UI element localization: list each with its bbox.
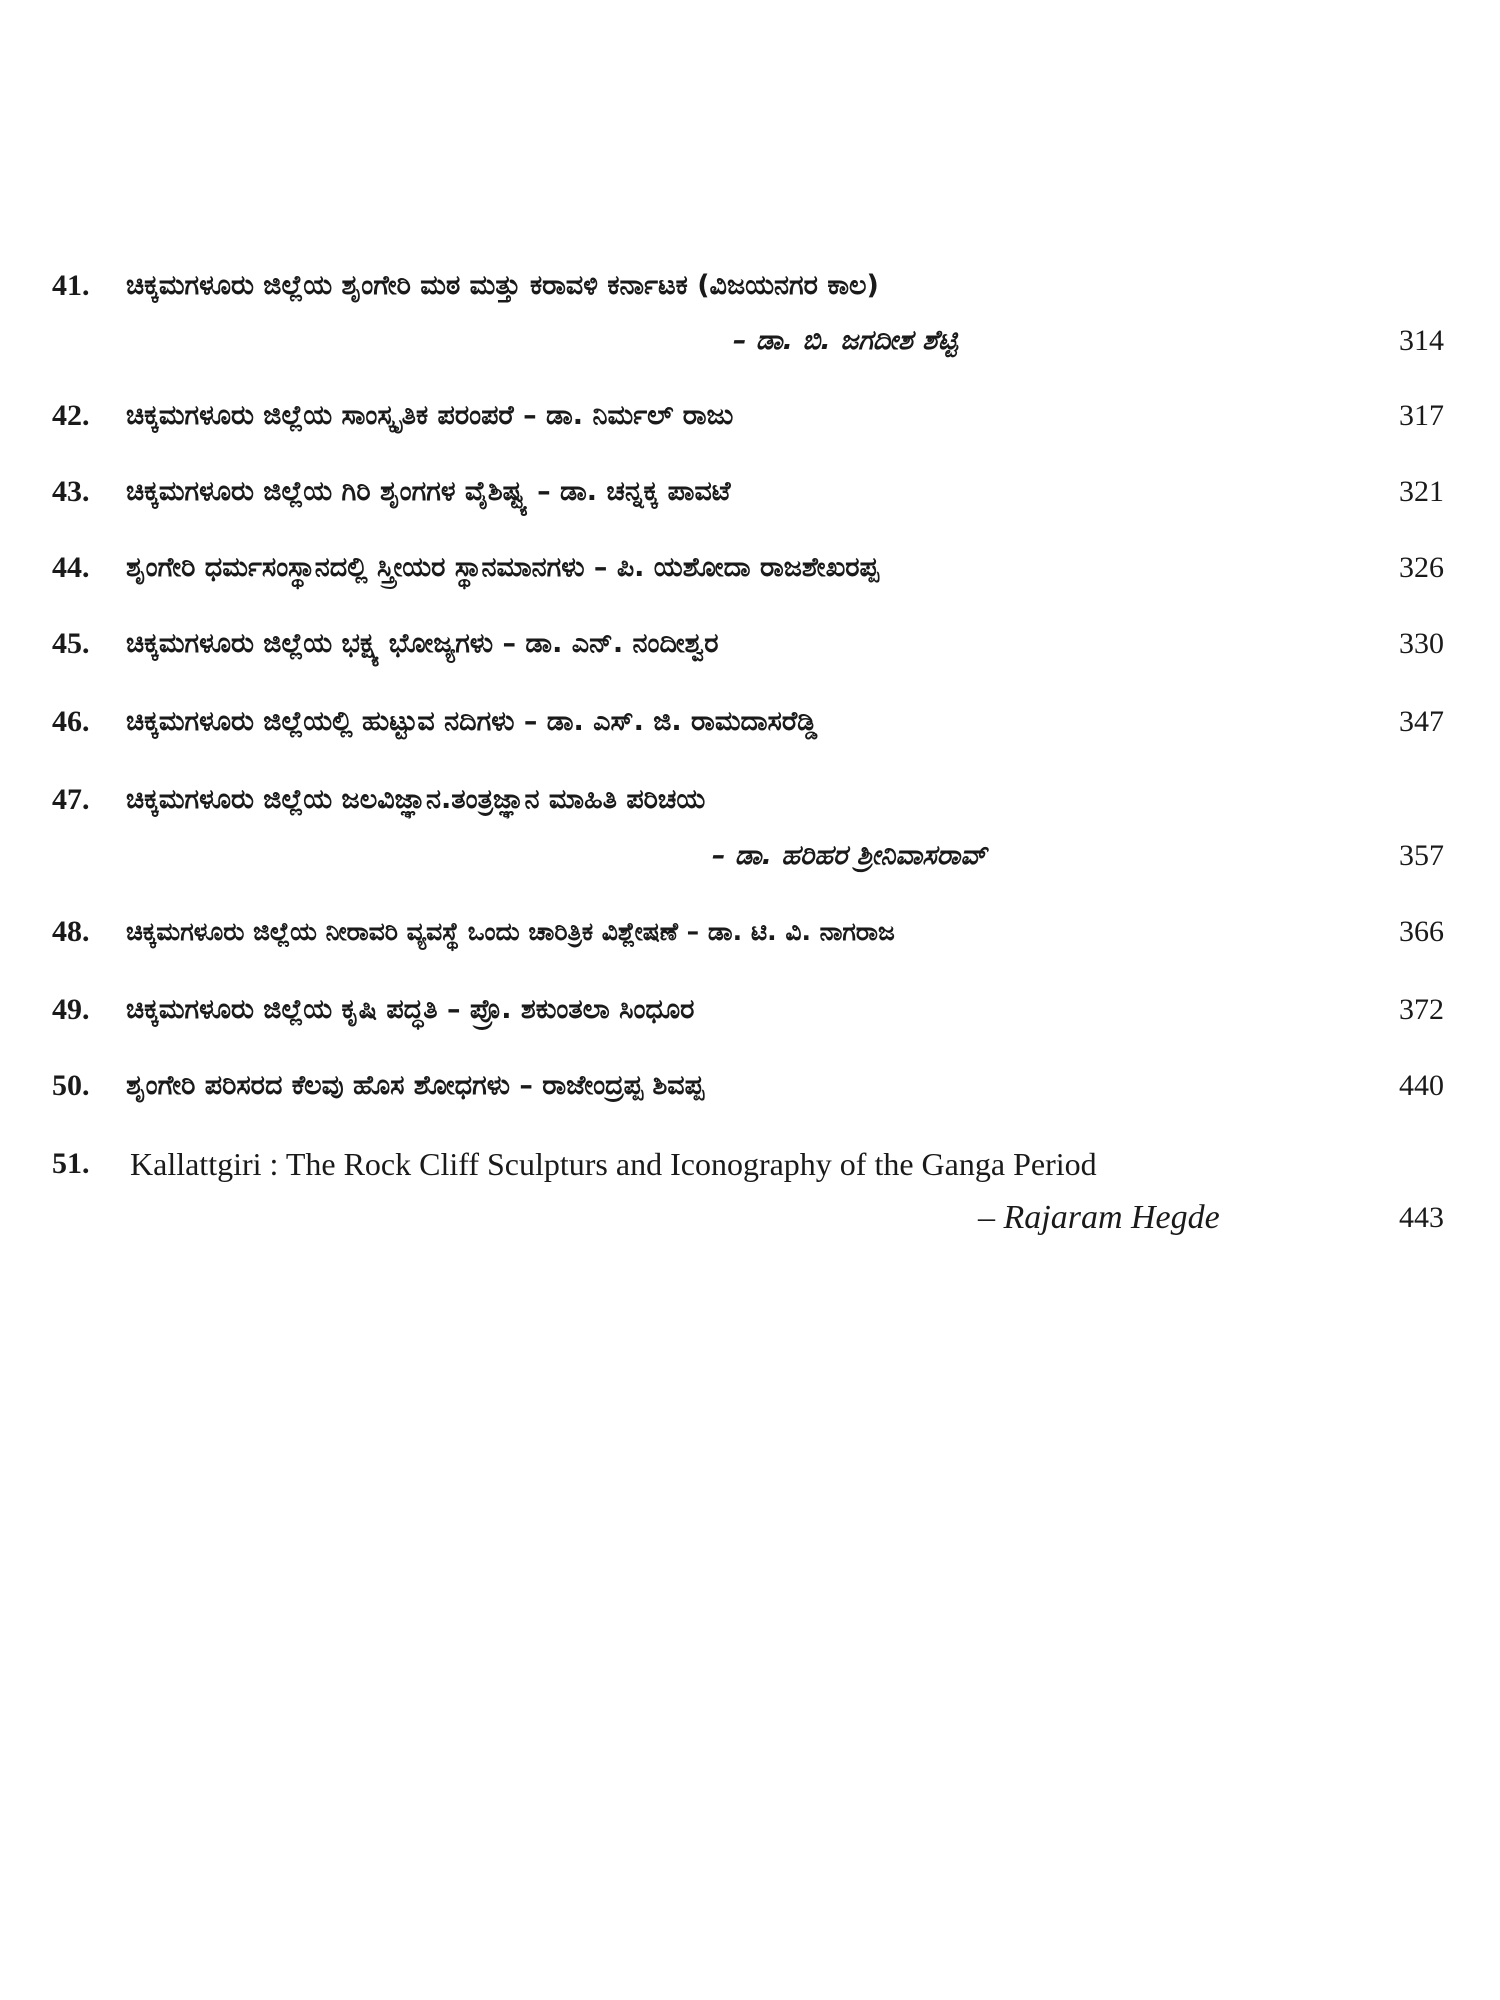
entry-page-number: 321: [1399, 475, 1444, 508]
entry-title: ಶೃಂಗೇರಿ ಧರ್ಮಸಂಸ್ಥಾನದಲ್ಲಿ ಸ್ತ್ರೀಯರ ಸ್ಥಾನಮಾನಗಳು – ಪಿ. ಯಶೋದಾ ರಾಜಶೇಖರಪ್ಪ: [126, 552, 879, 583]
entry-page-number: 347: [1399, 705, 1444, 738]
entry-number: 44.: [52, 551, 90, 584]
entry-title: Kallattgiri : The Rock Cliff Sculpturs and Iconography of the Ganga Period: [130, 1146, 1097, 1182]
entry-page-number: 330: [1399, 627, 1444, 660]
entry-title: ಚಿಕ್ಕಮಗಳೂರು ಜಿಲ್ಲೆಯ ಭಕ್ಷ್ಯ ಭೋಜ್ಯಗಳು – ಡಾ. ಎನ್. ನಂದೀಶ್ವರ: [126, 628, 719, 659]
entry-number: 42.: [52, 399, 90, 432]
entry-title: ಚಿಕ್ಕಮಗಳೂರು ಜಿಲ್ಲೆಯ ಜಲವಿಜ್ಞಾನ.ತಂತ್ರಜ್ಞಾನ ಮಾಹಿತಿ ಪರಿಚಯ: [126, 784, 706, 815]
entry-number: 50.: [52, 1069, 90, 1102]
entry-title: ಶೃಂಗೇರಿ ಪರಿಸರದ ಕೆಲವು ಹೊಸ ಶೋಧಗಳು – ರಾಜೇಂದ್ರಪ್ಪ ಶಿವಪ್ಪ: [126, 1070, 704, 1101]
entry-title: ಚಿಕ್ಕಮಗಳೂರು ಜಿಲ್ಲೆಯ ಸಾಂಸ್ಕೃತಿಕ ಪರಂಪರೆ – ಡಾ. ನಿರ್ಮಲ್ ರಾಜು: [126, 400, 734, 431]
entry-author: – ಡಾ. ಹರಿಹರ ಶ್ರೀನಿವಾಸರಾವ್: [712, 840, 987, 871]
entry-page-number: 366: [1399, 915, 1444, 948]
entry-number: 48.: [52, 915, 90, 948]
entry-number: 49.: [52, 993, 90, 1026]
entry-page-number: 440: [1399, 1069, 1444, 1102]
entry-page-number: 372: [1399, 993, 1444, 1026]
entry-page-number: 317: [1399, 399, 1444, 432]
entry-number: 46.: [52, 705, 90, 738]
entry-title: ಚಿಕ್ಕಮಗಳೂರು ಜಿಲ್ಲೆಯಲ್ಲಿ ಹುಟ್ಟುವ ನದಿಗಳು – ಡಾ. ಎಸ್. ಜಿ. ರಾಮದಾಸರೆಡ್ಡಿ: [126, 706, 818, 737]
entry-title: ಚಿಕ್ಕಮಗಳೂರು ಜಿಲ್ಲೆಯ ಕೃಷಿ ಪದ್ಧತಿ – ಪ್ರೊ. ಶಕುಂತಲಾ ಸಿಂಧೂರ: [126, 994, 695, 1025]
entry-page-number: 326: [1399, 551, 1444, 584]
entry-page-number: 443: [1399, 1201, 1444, 1234]
entry-title: ಚಿಕ್ಕಮಗಳೂರು ಜಿಲ್ಲೆಯ ಶೃಂಗೇರಿ ಮಠ ಮತ್ತು ಕರಾವಳಿ ಕರ್ನಾಟಕ (ವಿಜಯನಗರ ಕಾಲ): [126, 270, 879, 301]
entry-number: 51.: [52, 1147, 90, 1180]
entry-author: – ಡಾ. ಬಿ. ಜಗದೀಶ ಶೆಟ್ಟಿ: [733, 325, 958, 356]
entry-title: ಚಿಕ್ಕಮಗಳೂರು ಜಿಲ್ಲೆಯ ಗಿರಿ ಶೃಂಗಗಳ ವೈಶಿಷ್ಟ್ಯ – ಡಾ. ಚನ್ನಕ್ಕ ಪಾವಟೆ: [126, 476, 731, 507]
entry-page-number: 357: [1399, 839, 1444, 872]
entry-title: ಚಿಕ್ಕಮಗಳೂರು ಜಿಲ್ಲೆಯ ನೀರಾವರಿ ವ್ಯವಸ್ಥೆ ಒಂದು ಚಾರಿತ್ರಿಕ ವಿಶ್ಲೇಷಣೆ – ಡಾ. ಟಿ. ವಿ. ನಾಗರಾಜ: [126, 917, 895, 946]
entry-number: 47.: [52, 783, 90, 816]
entry-number: 45.: [52, 627, 90, 660]
entry-page-number: 314: [1399, 324, 1444, 357]
entry-number: 41.: [52, 269, 90, 302]
entry-author: – Rajaram Hegde: [978, 1199, 1220, 1236]
entry-number: 43.: [52, 475, 90, 508]
